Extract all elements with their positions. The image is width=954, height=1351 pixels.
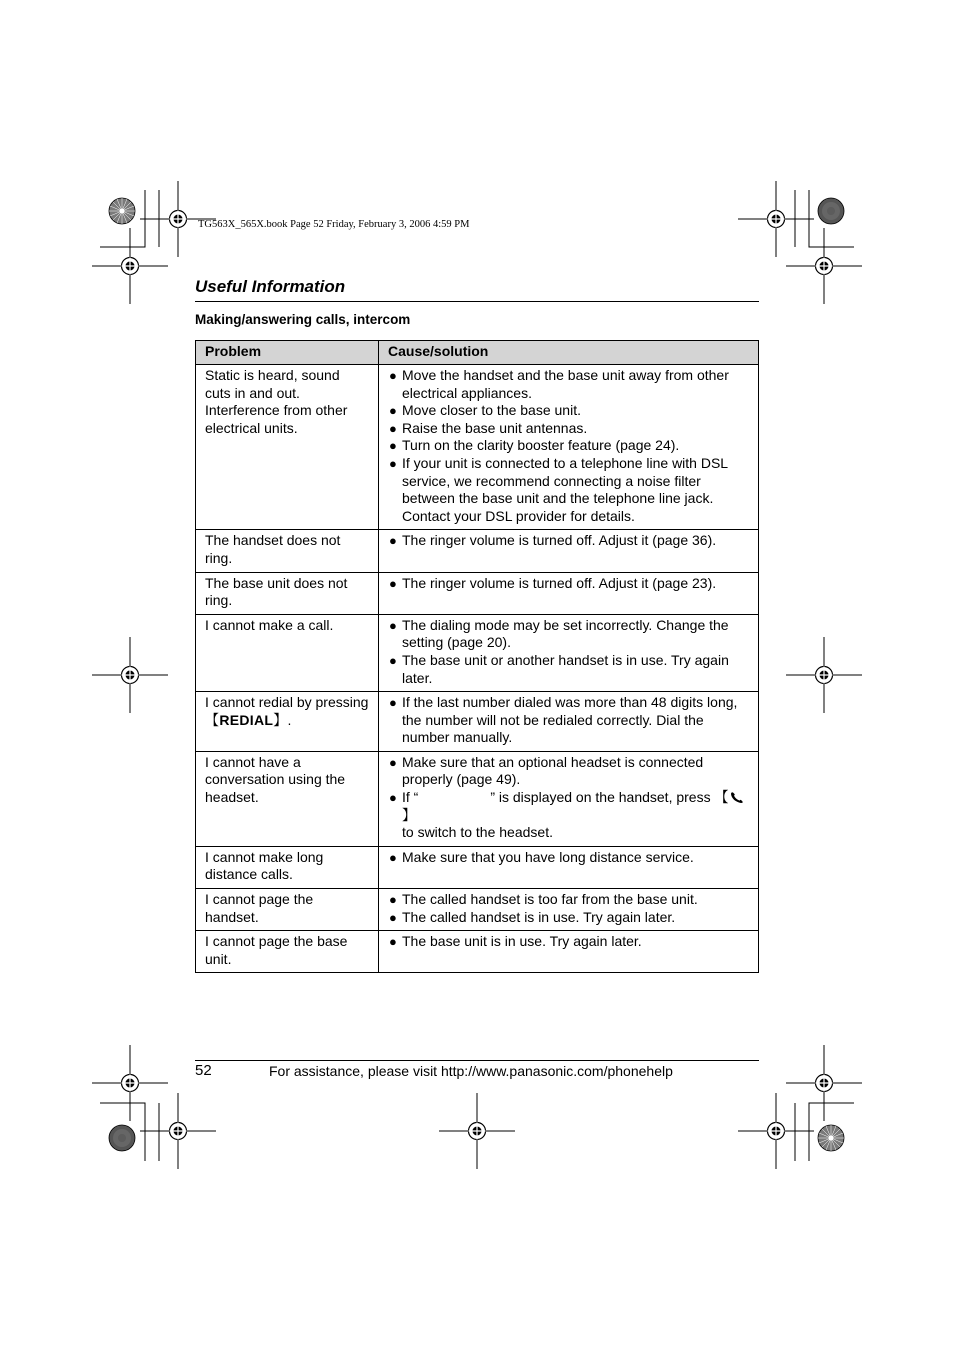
bullet-icon: ●: [389, 575, 397, 591]
solution-item: ● The ringer volume is turned off. Adjust it (page 36).: [389, 532, 717, 549]
bullet-icon: ●: [389, 934, 397, 950]
bullet-icon: ●: [389, 695, 397, 711]
bullet-icon: ●: [389, 438, 397, 454]
bullet-icon: ●: [389, 617, 397, 633]
table-row: [196, 692, 759, 752]
solution-item: ● Turn on the clarity booster feature (page 24).: [389, 437, 680, 454]
bullet-icon: ●: [389, 909, 397, 925]
solution-item: ● Make sure that an optional headset is connected properly (page 49).: [389, 753, 704, 788]
bullet-icon: ●: [389, 892, 397, 908]
table-row: [196, 751, 759, 846]
table-row: [196, 365, 759, 530]
redial-key-label: 【REDIAL】: [205, 711, 288, 728]
footer-rule: [195, 1060, 759, 1061]
troubleshooting-table: [195, 340, 759, 973]
problem-cell: I cannot redial by pressing 【REDIAL】.: [196, 692, 379, 752]
table-row: [196, 846, 759, 888]
bullet-icon: ●: [389, 368, 397, 383]
problem-cell: I cannot page the base unit.: [196, 931, 379, 973]
solution-item: ● Move the handset and the base unit away from other electrical appliances.: [389, 367, 729, 401]
solution-item: ● If your unit is connected to a telephone line with DSL service, we recommend connecting a noise filter between the base unit and the telephone line jack. Contact your DSL provider for details.: [389, 454, 728, 524]
bullet-icon: ●: [389, 403, 397, 419]
problem-cell: The base unit does not ring.: [196, 572, 379, 614]
solution-item: ● If “ ” is displayed on the handset, press 【】 to switch to the headset.: [389, 789, 749, 842]
bullet-icon: ●: [389, 455, 397, 471]
solution-item: ● Make sure that you have long distance service.: [389, 848, 694, 865]
header-rule: [195, 301, 759, 302]
table-row: [196, 572, 759, 614]
solution-cell: [379, 692, 759, 752]
bullet-icon: ●: [389, 420, 397, 436]
solution-item: ● The base unit or another handset is in use. Try again later.: [389, 651, 729, 686]
column-header-cause: Cause/solution: [379, 341, 759, 365]
section-title: Useful Information: [195, 277, 346, 296]
phone-talk-icon: [729, 791, 747, 803]
table-row: [196, 931, 759, 973]
solution-cell: [379, 846, 759, 888]
solution-cell: [379, 931, 759, 973]
solution-cell: [379, 751, 759, 846]
solution-item: ● The dialing mode may be set incorrectly. Change the setting (page 20).: [389, 616, 729, 651]
table-row: [196, 614, 759, 691]
solution-item: ● The ringer volume is turned off. Adjust it (page 23).: [389, 574, 717, 591]
solution-cell: [379, 572, 759, 614]
printer-slug: TG563X_565X.book Page 52 Friday, February 3, 2006 4:59 PM: [198, 219, 470, 230]
bullet-icon: ●: [389, 533, 397, 549]
problem-cell: The handset does not ring.: [196, 530, 379, 572]
problem-cell: I cannot have a conversation using the headset.: [196, 751, 379, 846]
problem-cell: I cannot make long distance calls.: [196, 846, 379, 888]
solution-cell: [379, 365, 759, 530]
bullet-icon: ●: [389, 790, 397, 806]
subheading: Making/answering calls, intercom: [195, 312, 411, 327]
solution-item: ● Move closer to the base unit.: [389, 402, 581, 419]
solution-item: ● The called handset is too far from the base unit.: [389, 891, 698, 908]
table-row: [196, 530, 759, 572]
problem-cell: Static is heard, sound cuts in and out. Interference from other electrical units.: [196, 365, 379, 530]
talk-key-label: 【】: [402, 789, 747, 823]
bullet-icon: ●: [389, 849, 397, 865]
page-number: 52: [195, 1062, 212, 1079]
solution-cell: [379, 889, 759, 931]
solution-cell: [379, 614, 759, 691]
solution-cell: [379, 530, 759, 572]
table-header-row: [196, 341, 759, 365]
column-header-problem: Problem: [196, 341, 379, 365]
solution-item: ● The called handset is in use. Try again later.: [389, 908, 676, 925]
solution-item: ● If the last number dialed was more than 48 digits long, the number will not be redialed correctly. Dial the number manually.: [389, 694, 738, 746]
problem-cell: I cannot page the handset.: [196, 889, 379, 931]
footer-assistance-text: For assistance, please visit http://www.panasonic.com/phonehelp: [269, 1063, 673, 1079]
table-row: [196, 889, 759, 931]
solution-item: ● The base unit is in use. Try again later.: [389, 933, 642, 950]
problem-cell: I cannot make a call.: [196, 614, 379, 691]
solution-item: ● Raise the base unit antennas.: [389, 419, 588, 436]
bullet-icon: ●: [389, 754, 397, 770]
bullet-icon: ●: [389, 652, 397, 668]
